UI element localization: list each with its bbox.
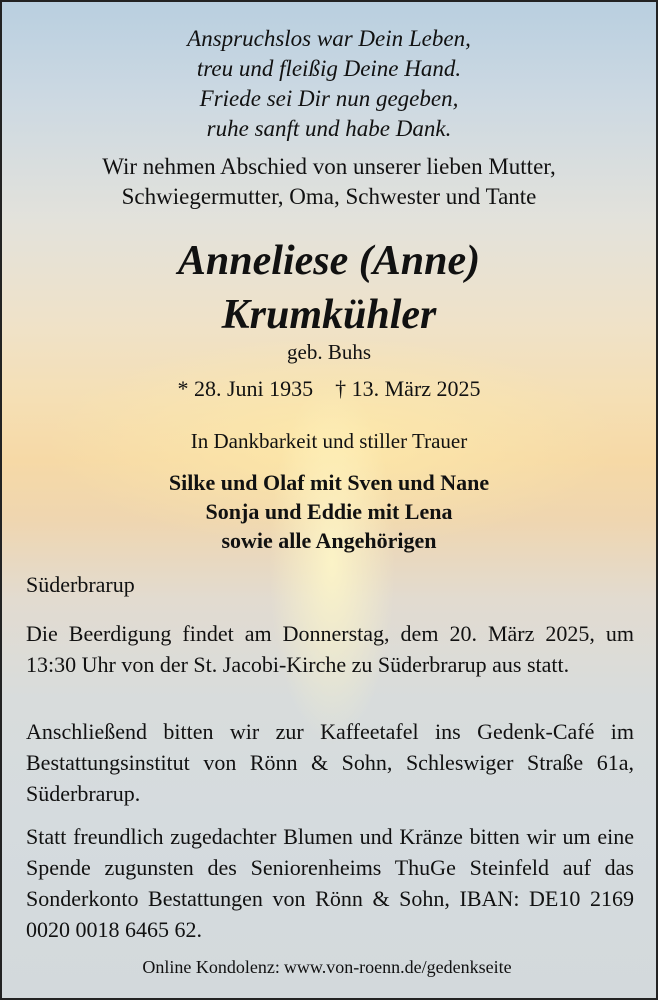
online-condolence bbox=[2, 955, 656, 979]
maiden-name: geb. Buhs bbox=[287, 340, 371, 364]
family-list bbox=[2, 468, 656, 555]
farewell-intro bbox=[2, 152, 656, 212]
family-line: Silke und Olaf mit Sven und Nane bbox=[168, 470, 490, 495]
name-line-2: Krumkühler bbox=[221, 292, 437, 338]
poem-line: Friede sei Dir nun gegeben, bbox=[199, 86, 459, 111]
intro-line: Wir nehmen Abschied von unserer lieben Mutter, bbox=[102, 154, 556, 179]
family-line: Sonja und Eddie mit Lena bbox=[205, 499, 453, 524]
death-date: † 13. März 2025 bbox=[335, 376, 481, 401]
online-condolence-url[interactable]: www.von-roenn.de/gedenkseite bbox=[283, 957, 512, 977]
funeral-info-paragraph: Die Beerdigung findet am Donnerstag, dem 20. März 2025, um 13:30 Uhr von der St. Jacobi-Kirche zu Süderbrarup aus statt. bbox=[26, 621, 634, 677]
family-line: sowie alle Angehörigen bbox=[221, 528, 437, 553]
gratitude-line: In Dankbarkeit und stiller Trauer bbox=[190, 429, 468, 453]
reception-info-paragraph: Anschließend bitten wir zur Kaffeetafel ins Gedenk-Café im Bestattungsinstitut von Rönn & Sohn, Schleswiger Straße 61a, Süderbrarup. bbox=[26, 719, 634, 806]
donation-info-paragraph: Statt freundlich zugedachter Blumen und Kränze bitten wir um eine Spende zugunsten des Seniorenheims ThuGe Steinfeld auf das Sonderkonto Bestattungen von Rönn & Sohn, IBAN: DE10 2169 0020 0018 6465 62. bbox=[26, 824, 634, 942]
life-dates bbox=[2, 375, 656, 403]
deceased-name bbox=[2, 234, 656, 342]
birth-date: * 28. Juni 1935 bbox=[177, 376, 314, 401]
name-line-1: Anneliese (Anne) bbox=[177, 238, 481, 284]
poem-line: Anspruchslos war Dein Leben, bbox=[187, 26, 471, 51]
place-name: Süderbrarup bbox=[26, 572, 135, 597]
poem-line: ruhe sanft und habe Dank. bbox=[206, 116, 452, 141]
online-condolence-label: Online Kondolenz: bbox=[142, 957, 280, 977]
intro-line: Schwiegermutter, Oma, Schwester und Tante bbox=[121, 184, 537, 209]
poem bbox=[2, 24, 656, 144]
poem-line: treu und fleißig Deine Hand. bbox=[196, 56, 462, 81]
